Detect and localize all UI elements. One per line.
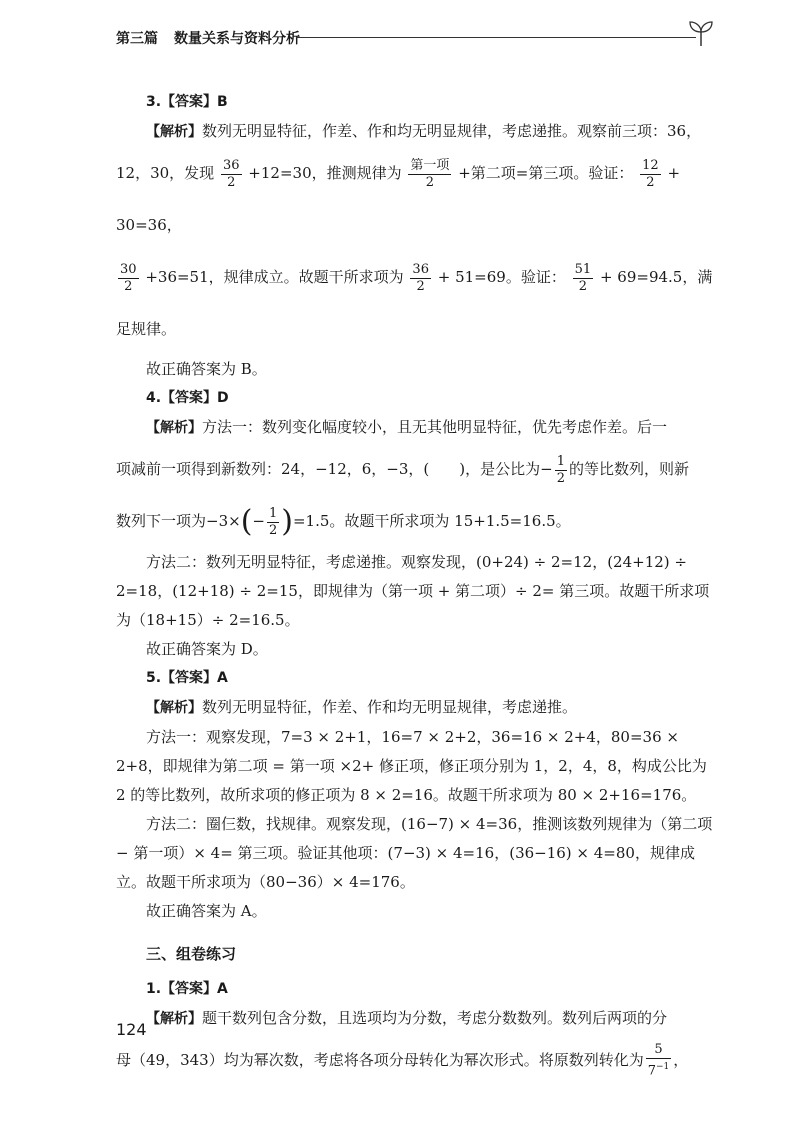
q4-method2: 方法二：数列无明显特征，考虑递推。观察发现，(0+24) ÷ 2=12，(24+12) ÷ 2=18，(12+18) ÷ 2=15，即规律为（第一项 + 第二项）÷ 2= 第三项。故题干所求项为（18+15）÷ 2=16.5。 (116, 553, 710, 629)
fraction: $\frac{51}{2}$ (574, 261, 592, 294)
q3-answer: 3.【答案】B (146, 94, 228, 110)
q3-text-3b: + 51=69。验证： (437, 268, 566, 286)
fraction: $\frac{30}{2}$ (120, 261, 137, 294)
right-paren: ) (281, 504, 293, 539)
q4-analysis-line1 (116, 413, 716, 443)
q4-conclusion: 故正确答案为 D。 (146, 640, 268, 658)
page-number: 124 (116, 1020, 147, 1039)
sprout-icon (686, 18, 716, 48)
s3-analysis-label: 【解析】 (146, 1011, 202, 1027)
q4-line3: 数列下一项为−3×(− $\frac{1}{2}$ )=1.5。故题干所求项为 15+1.5=16.5。 (116, 504, 571, 539)
fraction: $\frac{1}{2}$ (556, 453, 565, 486)
q3-line2 (116, 147, 716, 251)
q3-text-2c: +第二项=第三项。验证： (458, 164, 634, 182)
running-header (116, 18, 716, 54)
q5-method1: 方法一：观察发现，7=3 × 2+1，16=7 × 2+2，36=16 × 2+4，80=36 × 2+8，即规律为第二项 = 第一项 ×2+ 修正项，修正项分别为 1，2，4，8，构成公比为 2 的等比数列，故所求项的修正项为 8 × 2=16。故题干所求项为 80 × 2+16=176。 (116, 728, 707, 804)
section-title: 三、组卷练习 (146, 945, 237, 963)
fraction: $\frac{36}{2}$ (412, 261, 429, 294)
header-rule (296, 37, 696, 38)
q4-text-3b: =1.5。故题干所求项为 15+1.5=16.5。 (292, 512, 571, 530)
q3-conclusion: 故正确答案为 B。 (146, 360, 267, 378)
left-paren: ( (240, 504, 253, 539)
fraction: $\frac{12}{2}$ (642, 157, 659, 190)
chapter-label: 第三篇 (116, 31, 158, 47)
q4-text-2a: 项减前一项得到新数列：24，−12，6，−3，( )，是公比为− (116, 460, 553, 478)
s3-text-1: 题干数列包含分数，且选项均为分数，考虑分数数列。数列后两项的分 (202, 1009, 668, 1027)
fraction: $\frac{36}{2}$ (222, 157, 240, 190)
q3-text-3a: +36=51，规律成立。故题干所求项为 (145, 268, 404, 286)
q4-text-2b: 的等比数列，则新 (568, 460, 689, 478)
q5-analysis-label: 【解析】 (146, 700, 202, 716)
q3-line3 (116, 251, 716, 355)
q5-answer: 5.【答案】A (146, 670, 228, 686)
fraction: $\frac{1}{2}$ (268, 505, 278, 538)
q4-analysis-label: 【解析】 (146, 420, 202, 436)
s3-text-2: 母（49，343）均为幂次数，考虑将各项分母转化为幂次形式。将原数列转化为 (116, 1051, 644, 1069)
q3-text-2b: +12=30，推测规律为 (248, 164, 402, 182)
section-label: 数量关系与资料分析 (174, 31, 300, 47)
q3-text-2a: 12，30，发现 (116, 164, 215, 182)
s3-analysis-line1 (116, 1004, 716, 1034)
page-content (116, 88, 716, 1086)
q4-answer: 4.【答案】D (146, 390, 229, 406)
s3-q1-answer: 1.【答案】A (146, 981, 228, 997)
q4-line2 (116, 443, 716, 495)
q5-method2: 方法二：圈仨数，找规律。观察发现，(16−7) × 4=36，推测该数列规律为（第二项 − 第一项）× 4= 第三项。验证其他项：(7−3) × 4=16，(36−16) × 4=80，规律成立。故题干所求项为（80−36）× 4=176。 (116, 815, 713, 891)
fraction: $\frac{5}{7^{-1}}$ (647, 1042, 670, 1079)
s3-line2: 母（49，343）均为幂次数，考虑将各项分母转化为幂次形式。将原数列转化为 $\frac{5}{7^{-1}}$ ， (116, 1042, 689, 1079)
q3-analysis-label: 【解析】 (146, 124, 202, 140)
q5-text-1: 数列无明显特征，作差、作和均无明显规律，考虑递推。 (202, 698, 578, 716)
q5-conclusion: 故正确答案为 A。 (146, 902, 267, 920)
q4-text-1: 方法一：数列变化幅度较小，且无其他明显特征，优先考虑作差。后一 (202, 418, 668, 436)
q3-analysis-line1 (116, 117, 716, 147)
q3-text-1: 数列无明显特征，作差、作和均无明显规律，考虑递推。观察前三项：36， (202, 122, 702, 140)
q5-analysis-line1 (116, 693, 716, 723)
q4-text-3a: 数列下一项为−3× (116, 512, 241, 530)
fraction: $\frac{\text{第一项}}{2}$ (410, 157, 450, 190)
q3-text-2d: + 30=36， (116, 164, 681, 234)
q3-text-3c: + 69=94.5，满足规律。 (116, 268, 713, 338)
